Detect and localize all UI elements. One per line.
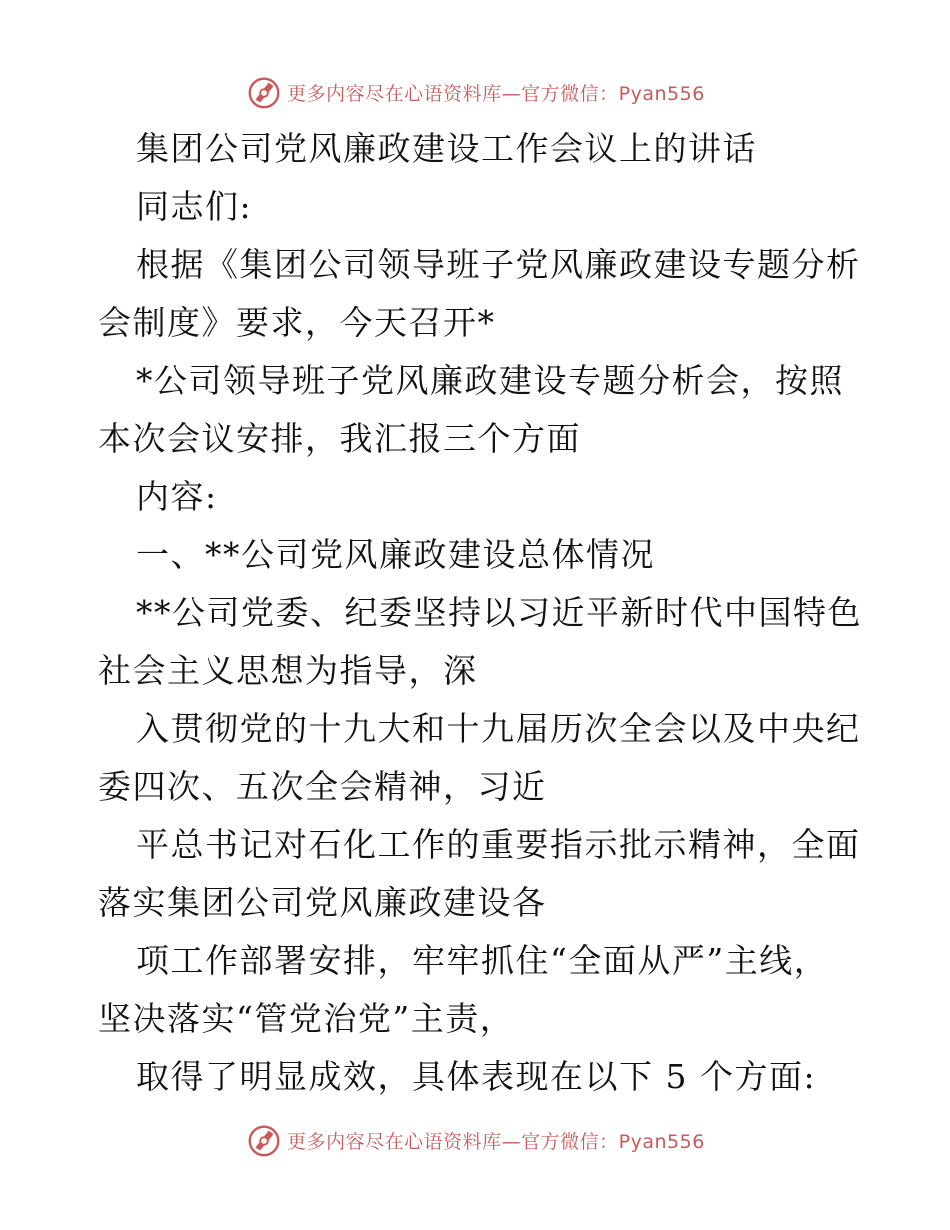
paragraph-line: 会制度》要求，今天召开* bbox=[98, 303, 496, 342]
paragraph-line: *公司领导班子党风廉政建设专题分析会，按照 bbox=[136, 361, 844, 400]
section-heading: 一、**公司党风廉政建设总体情况 bbox=[136, 535, 655, 574]
footer-banner bbox=[0, 1120, 950, 1160]
paragraph-line: 坚决落实“管党治党”主责， bbox=[98, 999, 515, 1038]
brand-logo-icon bbox=[245, 1121, 283, 1159]
footer-banner-text: 更多内容尽在心语资料库—官方微信：Pyan556 bbox=[287, 1130, 705, 1153]
header-banner bbox=[0, 72, 950, 112]
brand-logo-icon bbox=[245, 73, 283, 111]
paragraph-line: 平总书记对石化工作的重要指示批示精神，全面 bbox=[136, 825, 861, 864]
paragraph-line: 取得了明显成效，具体表现在以下 5 个方面: bbox=[136, 1057, 817, 1096]
paragraph-line: 根据《集团公司领导班子党风廉政建设专题分析 bbox=[136, 245, 861, 284]
paragraph-line: 入贯彻党的十九大和十九届历次全会以及中央纪 bbox=[136, 709, 861, 748]
paragraph-line: **公司党委、纪委坚持以习近平新时代中国特色 bbox=[136, 593, 862, 632]
salutation: 同志们: bbox=[136, 187, 253, 226]
paragraph-line: 项工作部署安排，牢牢抓住“全面从严”主线， bbox=[136, 941, 829, 980]
paragraph-line: 本次会议安排，我汇报三个方面 bbox=[98, 419, 581, 458]
paragraph-line: 落实集团公司党风廉政建设各 bbox=[98, 883, 547, 922]
paragraph-line: 委四次、五次全会精神，习近 bbox=[98, 767, 547, 806]
document-body bbox=[98, 120, 862, 1106]
paragraph-line: 内容: bbox=[136, 477, 218, 516]
document-title: 集团公司党风廉政建设工作会议上的讲话 bbox=[136, 129, 757, 168]
paragraph-line: 社会主义思想为指导，深 bbox=[98, 651, 478, 690]
header-banner-text: 更多内容尽在心语资料库—官方微信：Pyan556 bbox=[287, 82, 705, 105]
